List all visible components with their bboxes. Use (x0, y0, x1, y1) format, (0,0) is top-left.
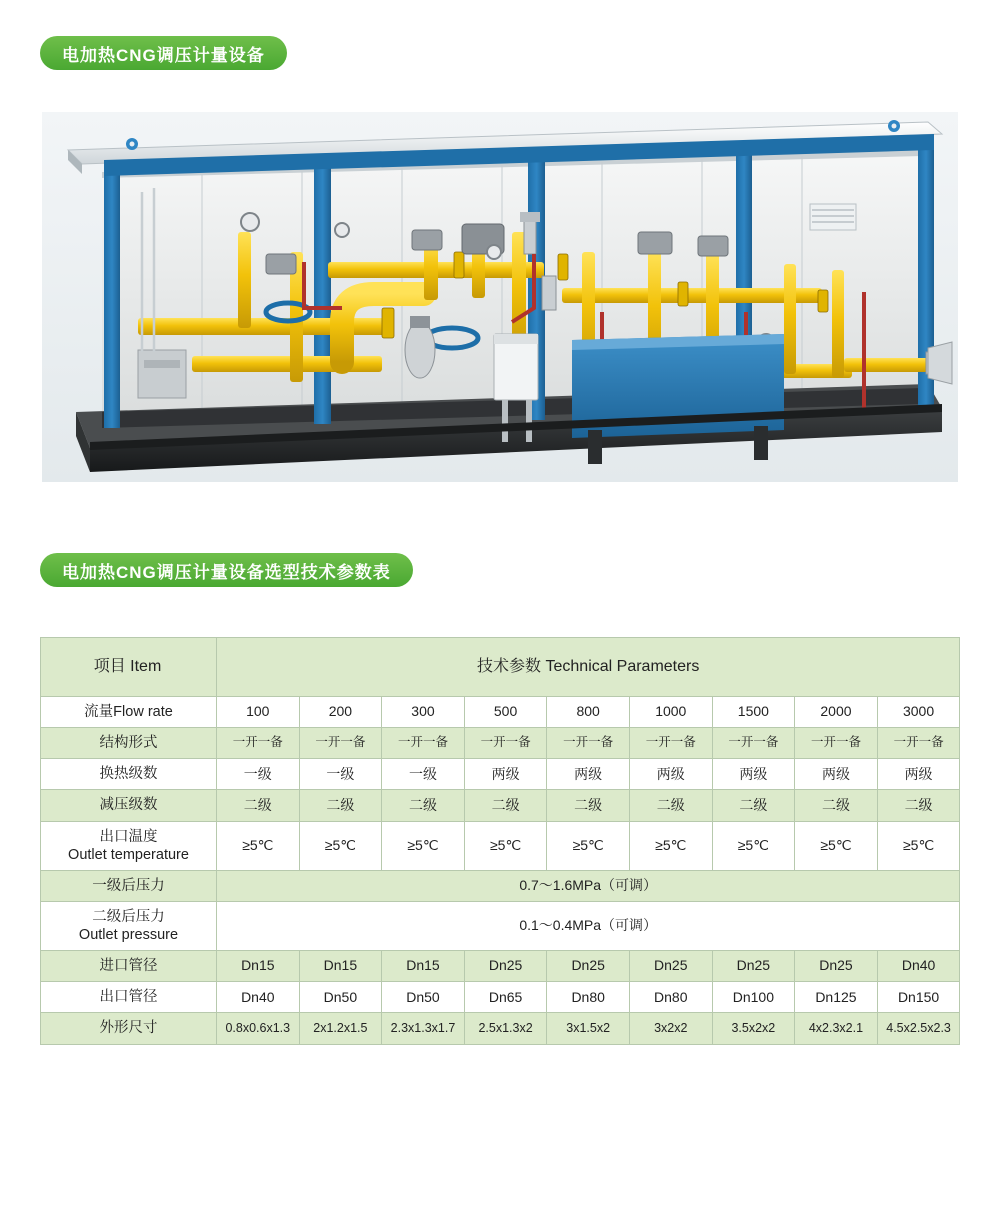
cell: ≥5℃ (217, 821, 300, 870)
cell: Dn80 (547, 982, 630, 1013)
cell: 二级 (299, 790, 382, 821)
cell: 800 (547, 697, 630, 728)
cell: Dn50 (382, 982, 465, 1013)
cell: 3000 (877, 697, 960, 728)
cell: 一开一备 (547, 728, 630, 759)
cell: 二级 (547, 790, 630, 821)
cell: Dn40 (877, 951, 960, 982)
cell: ≥5℃ (382, 821, 465, 870)
cell: Dn25 (712, 951, 795, 982)
cell: 两级 (712, 759, 795, 790)
cell: 两级 (547, 759, 630, 790)
cell: 1000 (629, 697, 712, 728)
product-photo (42, 112, 958, 482)
table-section-title: 电加热CNG调压计量设备选型技术参数表 (40, 553, 413, 587)
row-label-cn: 二级后压力 (92, 908, 165, 925)
cell: Dn25 (795, 951, 878, 982)
row-label-en: Outlet pressure (78, 927, 179, 943)
row-label-outlet-pressure (41, 901, 217, 950)
cell: 二级 (629, 790, 712, 821)
cell: 3x2x2 (629, 1013, 712, 1044)
row-label-first-stage-pressure: 一级后压力 (41, 870, 217, 901)
cell: 300 (382, 697, 465, 728)
cell: 一开一备 (217, 728, 300, 759)
cell: Dn150 (877, 982, 960, 1013)
cell: Dn15 (382, 951, 465, 982)
row-label-outlet-pipe-diameter: 出口管径 (41, 982, 217, 1013)
cell: 3.5x2x2 (712, 1013, 795, 1044)
cell: 二级 (877, 790, 960, 821)
cell: 4.5x2.5x2.3 (877, 1013, 960, 1044)
cell: 0.8x0.6x1.3 (217, 1013, 300, 1044)
row-label-pressure-reduction-stages: 减压级数 (41, 790, 217, 821)
cell: 两级 (629, 759, 712, 790)
cell: 一开一备 (877, 728, 960, 759)
cell: 2.3x1.3x1.7 (382, 1013, 465, 1044)
cell: Dn80 (629, 982, 712, 1013)
cell: Dn25 (464, 951, 547, 982)
cell: ≥5℃ (629, 821, 712, 870)
table-row (41, 697, 960, 728)
cell: 一开一备 (299, 728, 382, 759)
cell: 二级 (464, 790, 547, 821)
cell: 一开一备 (382, 728, 465, 759)
cell: Dn50 (299, 982, 382, 1013)
cell: Dn15 (217, 951, 300, 982)
cell: Dn100 (712, 982, 795, 1013)
cell: Dn40 (217, 982, 300, 1013)
cell: Dn25 (547, 951, 630, 982)
table-row (41, 901, 960, 950)
table-row (41, 982, 960, 1013)
photo-section-title: 电加热CNG调压计量设备 (40, 36, 287, 70)
cell: Dn125 (795, 982, 878, 1013)
cell: ≥5℃ (877, 821, 960, 870)
cell: 3x1.5x2 (547, 1013, 630, 1044)
cell: 两级 (877, 759, 960, 790)
cell: Dn65 (464, 982, 547, 1013)
table-row (41, 870, 960, 901)
cell: ≥5℃ (464, 821, 547, 870)
cell: 500 (464, 697, 547, 728)
table-row (41, 821, 960, 870)
cell: 二级 (712, 790, 795, 821)
cell: 一级 (299, 759, 382, 790)
table-row (41, 759, 960, 790)
product-photo-illustration (42, 112, 958, 482)
cell-merged: 0.1～0.4MPa（可调） (217, 901, 960, 950)
cell: 1500 (712, 697, 795, 728)
table-row (41, 951, 960, 982)
row-label-en: Outlet temperature (68, 846, 189, 863)
header-item: 项目 Item (41, 638, 217, 697)
cell: 两级 (464, 759, 547, 790)
cell: 200 (299, 697, 382, 728)
cell: ≥5℃ (712, 821, 795, 870)
cell: ≥5℃ (795, 821, 878, 870)
cell: Dn15 (299, 951, 382, 982)
spec-table-container (40, 637, 960, 1045)
cell: 4x2.3x2.1 (795, 1013, 878, 1044)
row-label-dimensions: 外形尺寸 (41, 1013, 217, 1044)
cell: 二级 (382, 790, 465, 821)
row-label-heat-exchange-stages: 换热级数 (41, 759, 217, 790)
cell: 二级 (795, 790, 878, 821)
cell: 一开一备 (464, 728, 547, 759)
cell: ≥5℃ (299, 821, 382, 870)
row-label-outlet-temperature (41, 821, 217, 870)
table-header-row (41, 638, 960, 697)
cell: 2x1.2x1.5 (299, 1013, 382, 1044)
spec-table (40, 637, 960, 1045)
row-label-structure: 结构形式 (41, 728, 217, 759)
cell: Dn25 (629, 951, 712, 982)
table-row (41, 1013, 960, 1044)
cell: 一开一备 (795, 728, 878, 759)
cell: 两级 (795, 759, 878, 790)
row-label-inlet-pipe-diameter: 进口管径 (41, 951, 217, 982)
cell: 一级 (382, 759, 465, 790)
cell: 一级 (217, 759, 300, 790)
cell-merged: 0.7～1.6MPa（可调） (217, 870, 960, 901)
cell: 二级 (217, 790, 300, 821)
table-row (41, 790, 960, 821)
header-parameters: 技术参数 Technical Parameters (217, 638, 960, 697)
cell: 2.5x1.3x2 (464, 1013, 547, 1044)
cell: ≥5℃ (547, 821, 630, 870)
cell: 100 (217, 697, 300, 728)
table-row (41, 728, 960, 759)
row-label-cn: 出口温度 (99, 828, 158, 845)
cell: 一开一备 (712, 728, 795, 759)
cell: 一开一备 (629, 728, 712, 759)
cell: 2000 (795, 697, 878, 728)
row-label-flow-rate: 流量Flow rate (41, 697, 217, 728)
